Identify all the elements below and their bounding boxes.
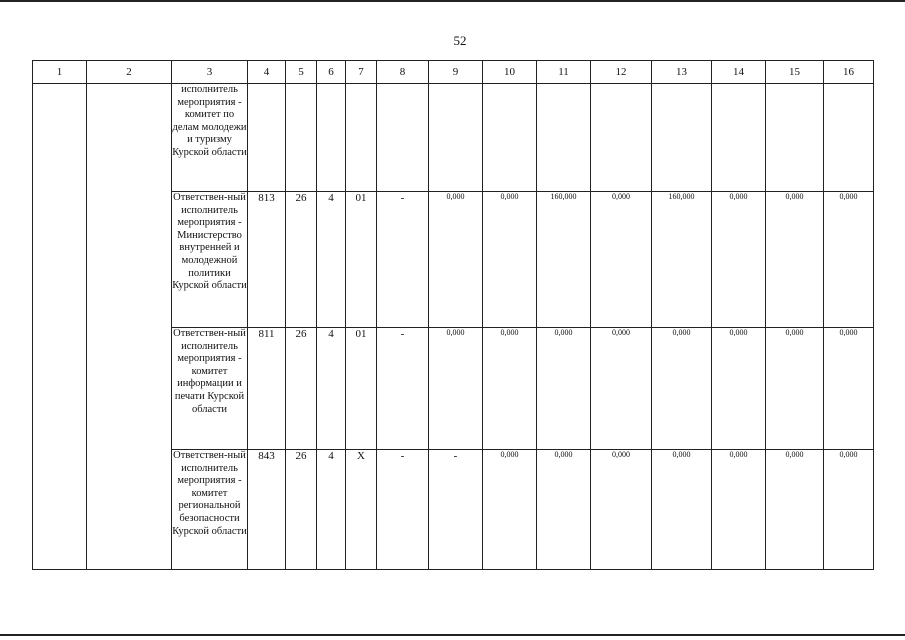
table-cell: 0,000 (483, 192, 537, 328)
table-cell: 0,000 (652, 328, 712, 450)
table-cell: 0,000 (652, 450, 712, 570)
table-cell (712, 84, 766, 192)
budget-table (32, 60, 874, 570)
table-cell: 4 (317, 192, 346, 328)
header-cell: 13 (652, 61, 712, 84)
table-cell: 0,000 (429, 328, 483, 450)
header-cell: 11 (537, 61, 591, 84)
page-bottom-border (0, 634, 905, 636)
table-row (33, 84, 874, 192)
table-cell: 0,000 (712, 328, 766, 450)
header-cell: 12 (591, 61, 652, 84)
table-cell: 0,000 (537, 328, 591, 450)
table-cell: 0,000 (712, 192, 766, 328)
table-cell (377, 84, 429, 192)
header-cell: 8 (377, 61, 429, 84)
table-cell: 0,000 (824, 192, 874, 328)
table-cell: 0,000 (591, 450, 652, 570)
page-number: 52 (453, 33, 467, 48)
table-cell: - (377, 192, 429, 328)
table-cell: 0,000 (483, 328, 537, 450)
table-cell: 0,000 (712, 450, 766, 570)
table-cell: 01 (346, 192, 377, 328)
table-cell: 0,000 (824, 450, 874, 570)
header-cell: 9 (429, 61, 483, 84)
table-cell: 26 (286, 192, 317, 328)
header-cell: 7 (346, 61, 377, 84)
table-cell (483, 84, 537, 192)
header-cell: 2 (87, 61, 172, 84)
table-cell: 0,000 (429, 192, 483, 328)
table-cell: 0,000 (537, 450, 591, 570)
table-cell: 26 (286, 328, 317, 450)
table-cell: - (377, 328, 429, 450)
table-cell: 843 (248, 450, 286, 570)
table-cell: 01 (346, 328, 377, 450)
table-cell: 26 (286, 450, 317, 570)
table-cell (537, 84, 591, 192)
table-cell: - (429, 450, 483, 570)
merged-cell-col2 (87, 84, 172, 570)
table-cell: 0,000 (766, 450, 824, 570)
table-cell (286, 84, 317, 192)
table-cell: 0,000 (766, 192, 824, 328)
table-cell (429, 84, 483, 192)
table-cell: 0,000 (483, 450, 537, 570)
header-cell: 14 (712, 61, 766, 84)
table-cell (317, 84, 346, 192)
table-cell: 4 (317, 450, 346, 570)
table-cell: 0,000 (766, 328, 824, 450)
table-cell: 160,000 (652, 192, 712, 328)
header-cell: 4 (248, 61, 286, 84)
merged-cell-col1 (33, 84, 87, 570)
table-cell: 0,000 (591, 192, 652, 328)
table-cell: 0,000 (591, 328, 652, 450)
responsible-executor-cell: Ответствен-ный исполнитель мероприятия - комитет региональной безопасности Курской области (172, 450, 248, 570)
table-cell: 811 (248, 328, 286, 450)
header-row (33, 61, 874, 84)
header-cell: 5 (286, 61, 317, 84)
header-cell: 15 (766, 61, 824, 84)
table-cell: - (377, 450, 429, 570)
header-cell: 6 (317, 61, 346, 84)
table-cell: 813 (248, 192, 286, 328)
table-cell (346, 84, 377, 192)
table-cell (824, 84, 874, 192)
responsible-executor-cell: исполнитель мероприятия - комитет по делам молодежи и туризму Курской области (172, 84, 248, 192)
table-cell: 0,000 (824, 328, 874, 450)
header-cell: 1 (33, 61, 87, 84)
table-cell (591, 84, 652, 192)
header-cell: 16 (824, 61, 874, 84)
table-cell: 4 (317, 328, 346, 450)
table-cell: X (346, 450, 377, 570)
header-cell: 10 (483, 61, 537, 84)
responsible-executor-cell: Ответствен-ный исполнитель мероприятия - Министерство внутренней и молодежной политики Курской области (172, 192, 248, 328)
header-cell: 3 (172, 61, 248, 84)
table-cell (766, 84, 824, 192)
table-cell: 160,000 (537, 192, 591, 328)
page-top-border (0, 0, 905, 2)
responsible-executor-cell: Ответствен-ный исполнитель мероприятия - комитет информации и печати Курской области (172, 328, 248, 450)
table-cell (652, 84, 712, 192)
table-cell (248, 84, 286, 192)
